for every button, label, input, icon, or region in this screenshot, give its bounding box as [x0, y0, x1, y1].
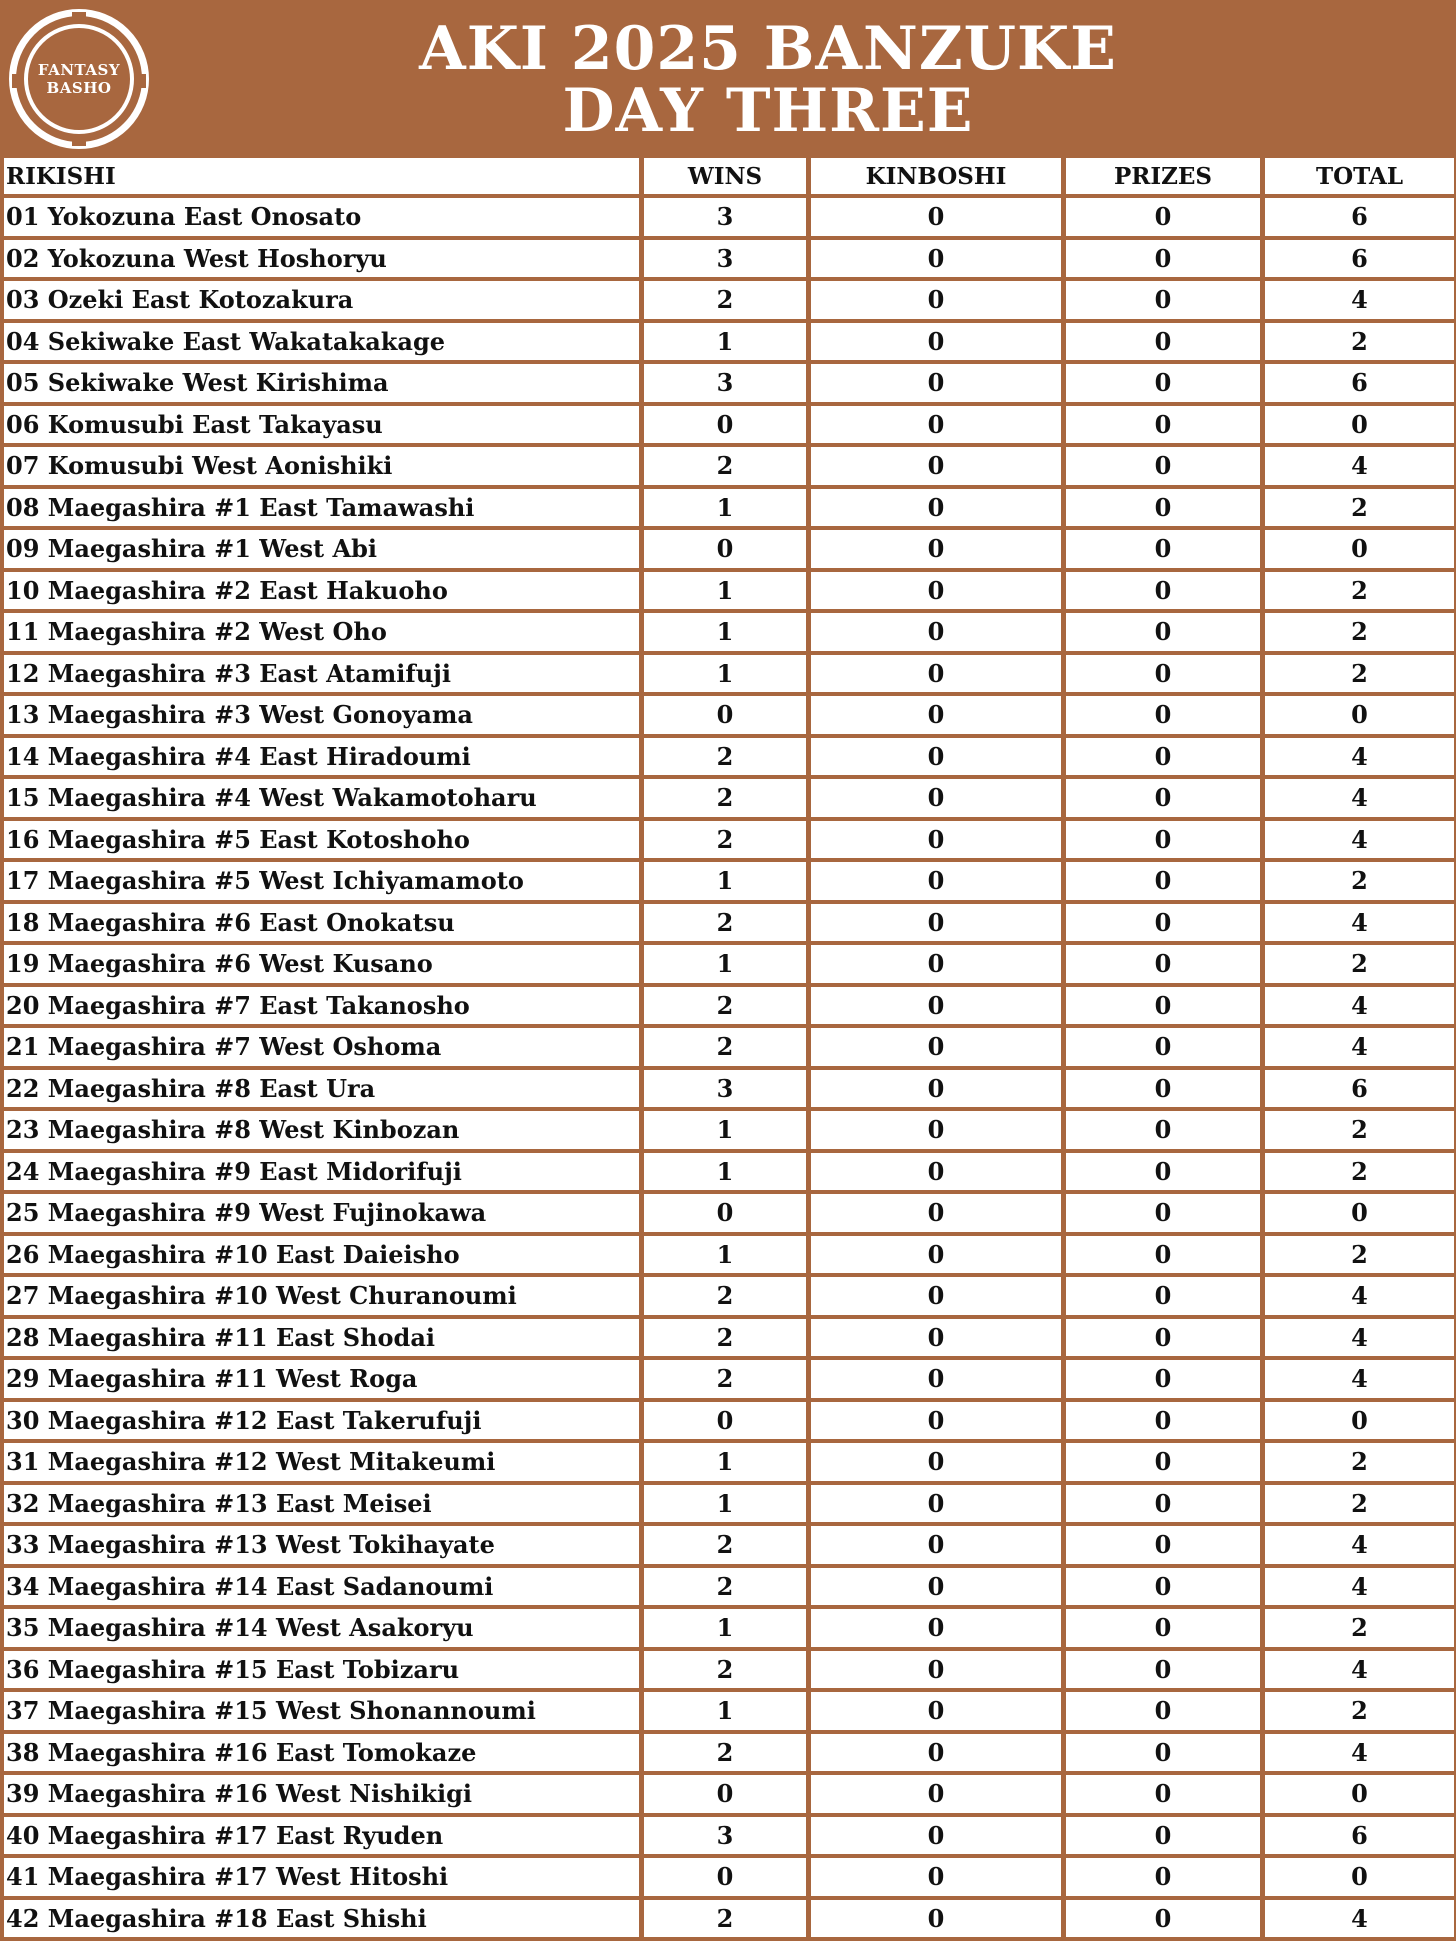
logo-notch [72, 138, 86, 146]
prizes-cell: 0 [1066, 447, 1265, 489]
rikishi-cell: 05 Sekiwake West Kirishima [4, 364, 644, 406]
total-cell: 2 [1265, 1692, 1454, 1734]
prizes-cell: 0 [1066, 1070, 1265, 1112]
prizes-cell: 0 [1066, 738, 1265, 780]
logo-line-1: FANTASY [37, 61, 121, 79]
kinboshi-cell: 0 [811, 572, 1066, 614]
rikishi-cell: 24 Maegashira #9 East Midorifuji [4, 1153, 644, 1195]
prizes-cell: 0 [1066, 987, 1265, 1029]
kinboshi-cell: 0 [811, 1775, 1066, 1817]
kinboshi-cell: 0 [811, 364, 1066, 406]
table-row [4, 987, 1454, 1029]
prizes-cell: 0 [1066, 1775, 1265, 1817]
table-row [4, 1485, 1454, 1527]
prizes-cell: 0 [1066, 1028, 1265, 1070]
rikishi-cell: 22 Maegashira #8 East Ura [4, 1070, 644, 1112]
wins-cell: 1 [644, 1236, 811, 1278]
table-row [4, 572, 1454, 614]
kinboshi-cell: 0 [811, 1609, 1066, 1651]
rikishi-cell: 15 Maegashira #4 West Wakamotoharu [4, 779, 644, 821]
total-cell: 2 [1265, 572, 1454, 614]
rikishi-cell: 30 Maegashira #12 East Takerufuji [4, 1402, 644, 1444]
prizes-cell: 0 [1066, 1236, 1265, 1278]
kinboshi-cell: 0 [811, 821, 1066, 863]
table-row [4, 1153, 1454, 1195]
wins-cell: 1 [644, 613, 811, 655]
table-row [4, 530, 1454, 572]
title-line-1: AKI 2025 BANZUKE [419, 14, 1117, 84]
wins-cell: 1 [644, 1111, 811, 1153]
wins-cell: 1 [644, 945, 811, 987]
kinboshi-cell: 0 [811, 904, 1066, 946]
total-cell: 0 [1265, 406, 1454, 448]
prizes-cell: 0 [1066, 489, 1265, 531]
kinboshi-cell: 0 [811, 530, 1066, 572]
kinboshi-cell: 0 [811, 1153, 1066, 1195]
wins-cell: 0 [644, 696, 811, 738]
kinboshi-cell: 0 [811, 1526, 1066, 1568]
table-row [4, 364, 1454, 406]
table-row [4, 1817, 1454, 1859]
table-row [4, 862, 1454, 904]
wins-cell: 1 [644, 323, 811, 365]
rikishi-cell: 02 Yokozuna West Hoshoryu [4, 240, 644, 282]
rikishi-cell: 12 Maegashira #3 East Atamifuji [4, 655, 644, 697]
prizes-cell: 0 [1066, 1360, 1265, 1402]
prizes-cell: 0 [1066, 240, 1265, 282]
wins-cell: 2 [644, 1651, 811, 1693]
wins-cell: 2 [644, 1526, 811, 1568]
wins-cell: 3 [644, 1070, 811, 1112]
wins-cell: 1 [644, 1609, 811, 1651]
prizes-cell: 0 [1066, 696, 1265, 738]
wins-cell: 2 [644, 1277, 811, 1319]
total-cell: 2 [1265, 862, 1454, 904]
kinboshi-cell: 0 [811, 447, 1066, 489]
wins-cell: 3 [644, 1817, 811, 1859]
kinboshi-cell: 0 [811, 1111, 1066, 1153]
prizes-cell: 0 [1066, 406, 1265, 448]
total-cell: 0 [1265, 696, 1454, 738]
prizes-cell: 0 [1066, 1651, 1265, 1693]
wins-cell: 2 [644, 904, 811, 946]
table-row [4, 1277, 1454, 1319]
table-row [4, 1900, 1454, 1941]
rikishi-cell: 11 Maegashira #2 West Oho [4, 613, 644, 655]
rikishi-cell: 23 Maegashira #8 West Kinbozan [4, 1111, 644, 1153]
kinboshi-cell: 0 [811, 406, 1066, 448]
total-cell: 4 [1265, 1277, 1454, 1319]
total-cell: 4 [1265, 1526, 1454, 1568]
table-row [4, 1443, 1454, 1485]
kinboshi-cell: 0 [811, 1402, 1066, 1444]
table-row [4, 406, 1454, 448]
rikishi-cell: 13 Maegashira #3 West Gonoyama [4, 696, 644, 738]
total-cell: 6 [1265, 364, 1454, 406]
wins-cell: 3 [644, 364, 811, 406]
kinboshi-cell: 0 [811, 281, 1066, 323]
kinboshi-cell: 0 [811, 489, 1066, 531]
table-row [4, 1609, 1454, 1651]
kinboshi-cell: 0 [811, 1692, 1066, 1734]
table-row [4, 1651, 1454, 1693]
rikishi-cell: 34 Maegashira #14 East Sadanoumi [4, 1568, 644, 1610]
table-row [4, 323, 1454, 365]
rikishi-cell: 33 Maegashira #13 West Tokihayate [4, 1526, 644, 1568]
rikishi-cell: 06 Komusubi East Takayasu [4, 406, 644, 448]
kinboshi-cell: 0 [811, 1194, 1066, 1236]
prizes-cell: 0 [1066, 364, 1265, 406]
total-cell: 2 [1265, 323, 1454, 365]
total-cell: 2 [1265, 1485, 1454, 1527]
prizes-cell: 0 [1066, 1111, 1265, 1153]
table-row [4, 198, 1454, 240]
kinboshi-cell: 0 [811, 738, 1066, 780]
prizes-cell: 0 [1066, 1900, 1265, 1941]
table-row [4, 1236, 1454, 1278]
total-cell: 4 [1265, 1360, 1454, 1402]
total-cell: 2 [1265, 489, 1454, 531]
kinboshi-cell: 0 [811, 696, 1066, 738]
fantasy-basho-logo [9, 9, 149, 149]
kinboshi-cell: 0 [811, 1568, 1066, 1610]
rikishi-cell: 25 Maegashira #9 West Fujinokawa [4, 1194, 644, 1236]
wins-cell: 2 [644, 1900, 811, 1941]
table-row [4, 904, 1454, 946]
rikishi-cell: 32 Maegashira #13 East Meisei [4, 1485, 644, 1527]
table-row [4, 613, 1454, 655]
rikishi-cell: 31 Maegashira #12 West Mitakeumi [4, 1443, 644, 1485]
table-row [4, 779, 1454, 821]
prizes-cell: 0 [1066, 904, 1265, 946]
rikishi-cell: 09 Maegashira #1 West Abi [4, 530, 644, 572]
wins-cell: 0 [644, 1858, 811, 1900]
kinboshi-cell: 0 [811, 1734, 1066, 1776]
wins-cell: 2 [644, 738, 811, 780]
table-row [4, 1568, 1454, 1610]
wins-cell: 2 [644, 1028, 811, 1070]
table-header-row [4, 158, 1454, 198]
prizes-cell: 0 [1066, 198, 1265, 240]
wins-cell: 3 [644, 240, 811, 282]
wins-cell: 3 [644, 198, 811, 240]
kinboshi-cell: 0 [811, 613, 1066, 655]
table-row [4, 1858, 1454, 1900]
table-row [4, 821, 1454, 863]
wins-cell: 1 [644, 572, 811, 614]
rikishi-cell: 29 Maegashira #11 West Roga [4, 1360, 644, 1402]
logo-line-2: BASHO [46, 79, 112, 97]
wins-cell: 2 [644, 1319, 811, 1361]
table-row [4, 447, 1454, 489]
total-cell: 4 [1265, 738, 1454, 780]
prizes-cell: 0 [1066, 1858, 1265, 1900]
wins-cell: 2 [644, 987, 811, 1029]
table-row [4, 489, 1454, 531]
kinboshi-cell: 0 [811, 779, 1066, 821]
total-cell: 2 [1265, 1443, 1454, 1485]
total-cell: 2 [1265, 1609, 1454, 1651]
total-cell: 4 [1265, 904, 1454, 946]
kinboshi-cell: 0 [811, 862, 1066, 904]
rikishi-cell: 01 Yokozuna East Onosato [4, 198, 644, 240]
wins-cell: 0 [644, 1402, 811, 1444]
header-prizes: PRIZES [1066, 158, 1265, 198]
prizes-cell: 0 [1066, 323, 1265, 365]
rikishi-cell: 37 Maegashira #15 West Shonannoumi [4, 1692, 644, 1734]
kinboshi-cell: 0 [811, 987, 1066, 1029]
kinboshi-cell: 0 [811, 655, 1066, 697]
rikishi-cell: 27 Maegashira #10 West Churanoumi [4, 1277, 644, 1319]
rikishi-cell: 35 Maegashira #14 West Asakoryu [4, 1609, 644, 1651]
table-row [4, 1111, 1454, 1153]
wins-cell: 2 [644, 1360, 811, 1402]
total-cell: 4 [1265, 1319, 1454, 1361]
table-row [4, 655, 1454, 697]
prizes-cell: 0 [1066, 1443, 1265, 1485]
rikishi-cell: 07 Komusubi West Aonishiki [4, 447, 644, 489]
kinboshi-cell: 0 [811, 1070, 1066, 1112]
title-line-2: DAY THREE [562, 76, 974, 146]
rikishi-cell: 38 Maegashira #16 East Tomokaze [4, 1734, 644, 1776]
kinboshi-cell: 0 [811, 1651, 1066, 1693]
kinboshi-cell: 0 [811, 240, 1066, 282]
prizes-cell: 0 [1066, 530, 1265, 572]
prizes-cell: 0 [1066, 945, 1265, 987]
prizes-cell: 0 [1066, 862, 1265, 904]
prizes-cell: 0 [1066, 281, 1265, 323]
kinboshi-cell: 0 [811, 1817, 1066, 1859]
wins-cell: 1 [644, 1692, 811, 1734]
prizes-cell: 0 [1066, 1319, 1265, 1361]
wins-cell: 2 [644, 1734, 811, 1776]
total-cell: 4 [1265, 1651, 1454, 1693]
table-row [4, 738, 1454, 780]
logo-notch [138, 74, 146, 88]
rikishi-cell: 20 Maegashira #7 East Takanosho [4, 987, 644, 1029]
table-row [4, 281, 1454, 323]
rikishi-cell: 21 Maegashira #7 West Oshoma [4, 1028, 644, 1070]
table-row [4, 1360, 1454, 1402]
kinboshi-cell: 0 [811, 1900, 1066, 1941]
total-cell: 2 [1265, 1153, 1454, 1195]
table-row [4, 1319, 1454, 1361]
table-row [4, 1734, 1454, 1776]
total-cell: 0 [1265, 1858, 1454, 1900]
wins-cell: 1 [644, 1443, 811, 1485]
wins-cell: 1 [644, 655, 811, 697]
total-cell: 2 [1265, 1236, 1454, 1278]
prizes-cell: 0 [1066, 655, 1265, 697]
rikishi-cell: 26 Maegashira #10 East Daieisho [4, 1236, 644, 1278]
prizes-cell: 0 [1066, 1526, 1265, 1568]
prizes-cell: 0 [1066, 821, 1265, 863]
wins-cell: 1 [644, 862, 811, 904]
rikishi-cell: 04 Sekiwake East Wakatakakage [4, 323, 644, 365]
kinboshi-cell: 0 [811, 323, 1066, 365]
total-cell: 4 [1265, 447, 1454, 489]
kinboshi-cell: 0 [811, 1236, 1066, 1278]
table-row [4, 1526, 1454, 1568]
prizes-cell: 0 [1066, 779, 1265, 821]
wins-cell: 2 [644, 1568, 811, 1610]
page-title [200, 14, 1336, 146]
kinboshi-cell: 0 [811, 1443, 1066, 1485]
logo-ring [24, 24, 134, 134]
rikishi-cell: 40 Maegashira #17 East Ryuden [4, 1817, 644, 1859]
prizes-cell: 0 [1066, 1734, 1265, 1776]
table-row [4, 1775, 1454, 1817]
total-cell: 4 [1265, 779, 1454, 821]
table-row [4, 1028, 1454, 1070]
wins-cell: 0 [644, 530, 811, 572]
rikishi-cell: 14 Maegashira #4 East Hiradoumi [4, 738, 644, 780]
rikishi-cell: 42 Maegashira #18 East Shishi [4, 1900, 644, 1941]
rikishi-cell: 03 Ozeki East Kotozakura [4, 281, 644, 323]
kinboshi-cell: 0 [811, 198, 1066, 240]
table-row [4, 945, 1454, 987]
prizes-cell: 0 [1066, 613, 1265, 655]
rikishi-cell: 16 Maegashira #5 East Kotoshoho [4, 821, 644, 863]
prizes-cell: 0 [1066, 1609, 1265, 1651]
wins-cell: 0 [644, 1775, 811, 1817]
wins-cell: 2 [644, 281, 811, 323]
rikishi-cell: 18 Maegashira #6 East Onokatsu [4, 904, 644, 946]
table-row [4, 240, 1454, 282]
rikishi-cell: 17 Maegashira #5 West Ichiyamamoto [4, 862, 644, 904]
total-cell: 6 [1265, 240, 1454, 282]
table-row [4, 1402, 1454, 1444]
prizes-cell: 0 [1066, 1817, 1265, 1859]
total-cell: 0 [1265, 1775, 1454, 1817]
total-cell: 2 [1265, 1111, 1454, 1153]
total-cell: 4 [1265, 1028, 1454, 1070]
kinboshi-cell: 0 [811, 1028, 1066, 1070]
header-kinboshi: KINBOSHI [811, 158, 1066, 198]
rikishi-cell: 19 Maegashira #6 West Kusano [4, 945, 644, 987]
total-cell: 4 [1265, 281, 1454, 323]
total-cell: 4 [1265, 1734, 1454, 1776]
wins-cell: 0 [644, 406, 811, 448]
kinboshi-cell: 0 [811, 945, 1066, 987]
logo-notch [12, 74, 20, 88]
rikishi-cell: 28 Maegashira #11 East Shodai [4, 1319, 644, 1361]
wins-cell: 0 [644, 1194, 811, 1236]
rikishi-cell: 41 Maegashira #17 West Hitoshi [4, 1858, 644, 1900]
header-total: TOTAL [1265, 158, 1454, 198]
total-cell: 4 [1265, 1900, 1454, 1941]
standings-table [4, 158, 1454, 1941]
prizes-cell: 0 [1066, 1692, 1265, 1734]
wins-cell: 1 [644, 489, 811, 531]
header-rikishi: RIKISHI [4, 158, 644, 198]
kinboshi-cell: 0 [811, 1485, 1066, 1527]
wins-cell: 2 [644, 447, 811, 489]
table-row [4, 696, 1454, 738]
total-cell: 0 [1265, 1402, 1454, 1444]
total-cell: 6 [1265, 1070, 1454, 1112]
page-header [0, 0, 1456, 158]
prizes-cell: 0 [1066, 1485, 1265, 1527]
prizes-cell: 0 [1066, 1402, 1265, 1444]
table-row [4, 1692, 1454, 1734]
total-cell: 6 [1265, 198, 1454, 240]
prizes-cell: 0 [1066, 1568, 1265, 1610]
prizes-cell: 0 [1066, 1277, 1265, 1319]
wins-cell: 2 [644, 779, 811, 821]
logo-notch [72, 12, 86, 20]
kinboshi-cell: 0 [811, 1277, 1066, 1319]
total-cell: 0 [1265, 1194, 1454, 1236]
rikishi-cell: 39 Maegashira #16 West Nishikigi [4, 1775, 644, 1817]
total-cell: 4 [1265, 821, 1454, 863]
total-cell: 2 [1265, 613, 1454, 655]
table-row [4, 1070, 1454, 1112]
prizes-cell: 0 [1066, 572, 1265, 614]
table-row [4, 1194, 1454, 1236]
total-cell: 4 [1265, 987, 1454, 1029]
total-cell: 2 [1265, 655, 1454, 697]
wins-cell: 2 [644, 821, 811, 863]
wins-cell: 1 [644, 1485, 811, 1527]
kinboshi-cell: 0 [811, 1319, 1066, 1361]
rikishi-cell: 36 Maegashira #15 East Tobizaru [4, 1651, 644, 1693]
total-cell: 2 [1265, 945, 1454, 987]
prizes-cell: 0 [1066, 1194, 1265, 1236]
total-cell: 4 [1265, 1568, 1454, 1610]
rikishi-cell: 10 Maegashira #2 East Hakuoho [4, 572, 644, 614]
kinboshi-cell: 0 [811, 1858, 1066, 1900]
total-cell: 0 [1265, 530, 1454, 572]
prizes-cell: 0 [1066, 1153, 1265, 1195]
header-wins: WINS [644, 158, 811, 198]
wins-cell: 1 [644, 1153, 811, 1195]
total-cell: 6 [1265, 1817, 1454, 1859]
kinboshi-cell: 0 [811, 1360, 1066, 1402]
rikishi-cell: 08 Maegashira #1 East Tamawashi [4, 489, 644, 531]
